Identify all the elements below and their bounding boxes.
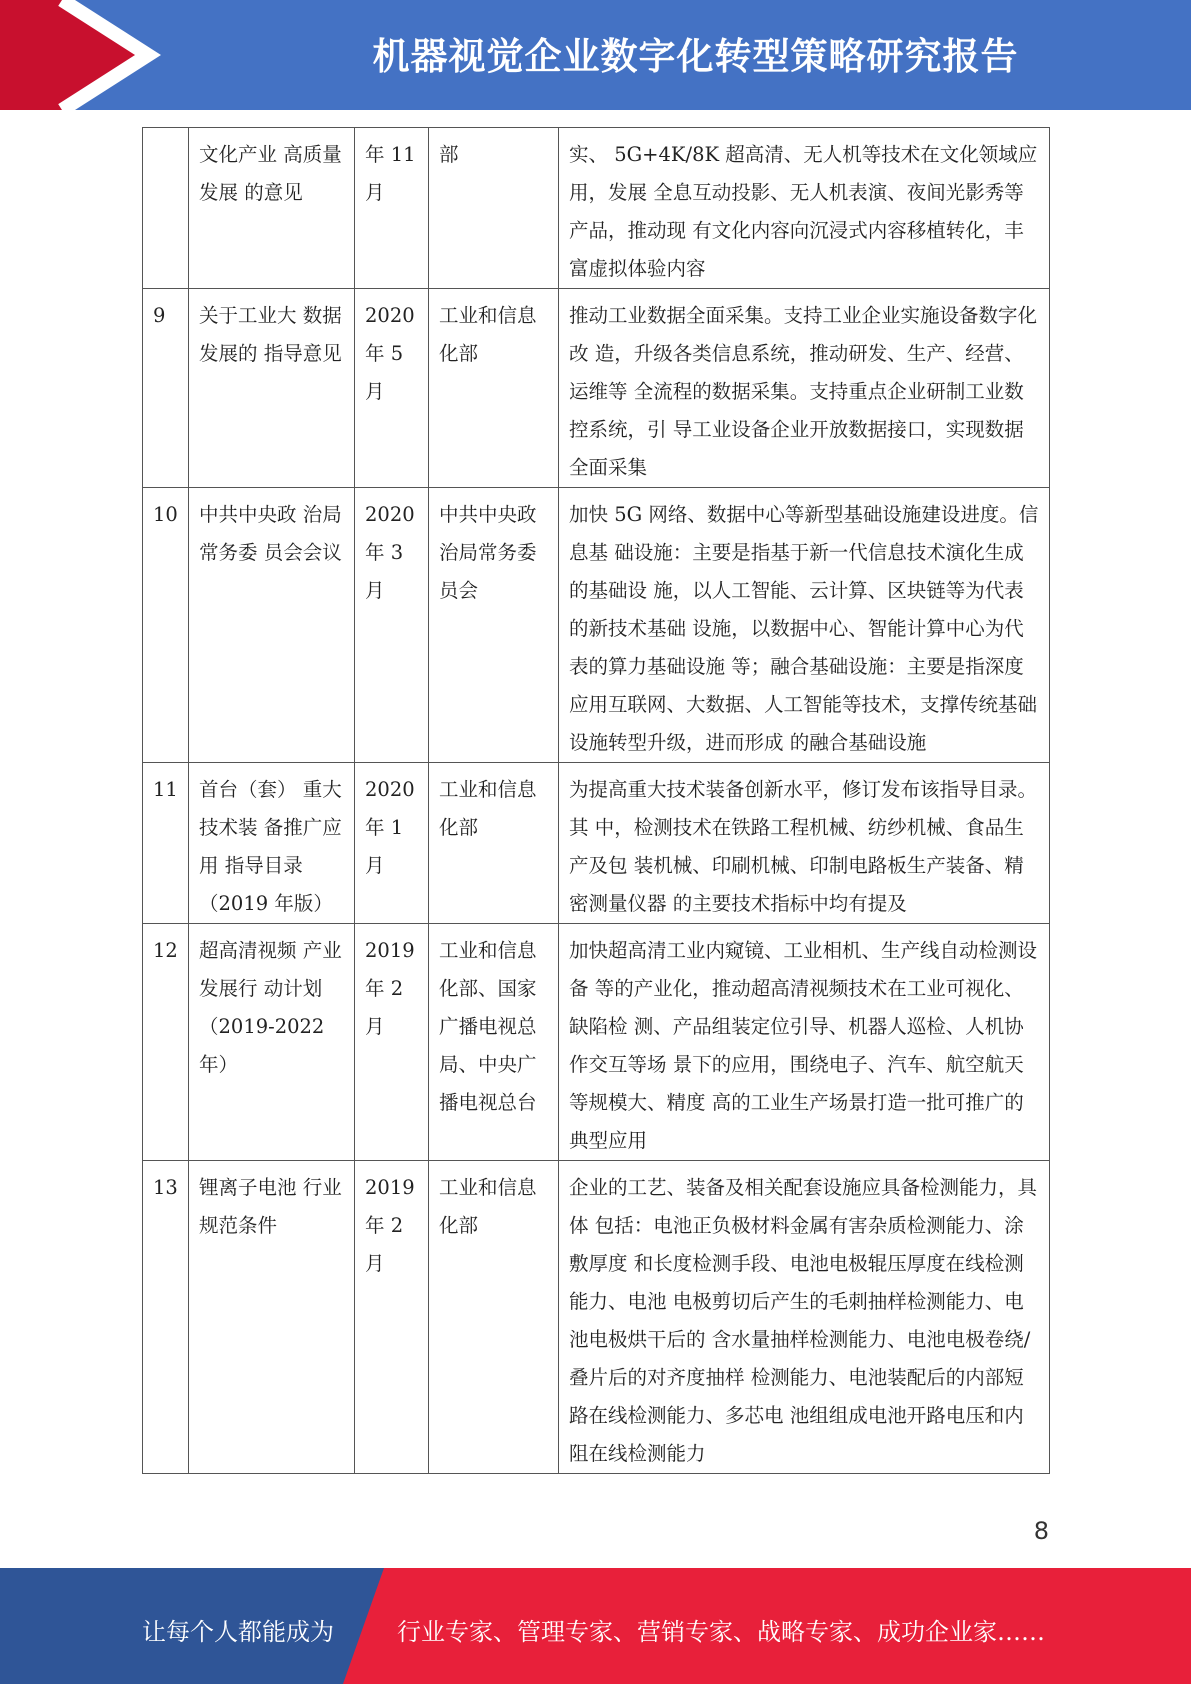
table-row — [143, 488, 1050, 763]
policy-name: 首台（套） 重大技术装 备推广应用 指导目录（2019 年版） — [189, 763, 355, 924]
issue-date: 2020 年 3 月 — [355, 488, 429, 763]
issue-date: 2020 年 1 月 — [355, 763, 429, 924]
issuing-body: 部 — [429, 128, 559, 289]
page-header — [0, 0, 1191, 110]
policy-content: 加快超高清工业内窥镜、工业相机、生产线自动检测设备 等的产业化，推动超高清视频技术在工业可视化、缺陷检 测、产品组装定位引导、机器人巡检、人机协作交互等场 景下的应用，围绕电子、汽车、航空航天等规模大、精度 高的工业生产场景打造一批可推广的典型应用 — [559, 924, 1050, 1161]
issuing-body: 中共中央政治局常务委员会 — [429, 488, 559, 763]
footer-slogan-right: 行业专家、管理专家、营销专家、战略专家、成功企业家…… — [397, 1618, 1045, 1646]
issue-date: 2019 年 2 月 — [355, 1161, 429, 1474]
policy-content: 实、 5G+4K/8K 超高清、无人机等技术在文化领域应用，发展 全息互动投影、无人机表演、夜间光影秀等产品，推动现 有文化内容向沉浸式内容移植转化，丰富虚拟体验内容 — [559, 128, 1050, 289]
policy-name: 关于工业大 数据发展的 指导意见 — [189, 289, 355, 488]
policy-content: 推动工业数据全面采集。支持工业企业实施设备数字化改 造，升级各类信息系统，推动研发、生产、经营、运维等 全流程的数据采集。支持重点企业研制工业数控系统，引 导工业设备企业开放数据接口，实现数据全面采集 — [559, 289, 1050, 488]
table-row — [143, 1161, 1050, 1474]
row-number: 12 — [143, 924, 189, 1161]
row-number: 13 — [143, 1161, 189, 1474]
table-row — [143, 128, 1050, 289]
issuing-body: 工业和信息化部 — [429, 289, 559, 488]
footer-slogan-left: 让每个人都能成为 — [142, 1618, 334, 1646]
row-number: 10 — [143, 488, 189, 763]
issue-date: 年 11 月 — [355, 128, 429, 289]
policy-table — [142, 127, 1050, 1474]
policy-name: 文化产业 高质量发展 的意见 — [189, 128, 355, 289]
policy-name: 锂离子电池 行业规范条件 — [189, 1161, 355, 1474]
issue-date: 2020 年 5 月 — [355, 289, 429, 488]
issue-date: 2019 年 2 月 — [355, 924, 429, 1161]
policy-name: 中共中央政 治局常务委 员会会议 — [189, 488, 355, 763]
policy-content: 为提高重大技术装备创新水平，修订发布该指导目录。其 中，检测技术在铁路工程机械、纺纱机械、食品生产及包 装机械、印刷机械、印制电路板生产装备、精密测量仪器 的主要技术指标中均有提及 — [559, 763, 1050, 924]
report-title: 机器视觉企业数字化转型策略研究报告 — [372, 35, 1019, 78]
row-number: 9 — [143, 289, 189, 488]
issuing-body: 工业和信息化部 — [429, 763, 559, 924]
row-number: 11 — [143, 763, 189, 924]
page-footer — [0, 1568, 1191, 1684]
table-row — [143, 924, 1050, 1161]
page-number: 8 — [1033, 1517, 1049, 1545]
row-number — [143, 128, 189, 289]
policy-content: 企业的工艺、装备及相关配套设施应具备检测能力，具体 包括：电池正负极材料金属有害杂质检测能力、涂敷厚度 和长度检测手段、电池电极辊压厚度在线检测能力、电池 电极剪切后产生的毛刺抽样检测能力、电池电极烘干后的 含水量抽样检测能力、电池电极卷绕/叠片后的对齐度抽样 检测能力、电池装配后的内部短路在线检测能力、多芯电 池组组成电池开路电压和内阻在线检测能力 — [559, 1161, 1050, 1474]
issuing-body: 工业和信息化部 — [429, 1161, 559, 1474]
issuing-body: 工业和信息化部、国家广播电视总局、中央广播电视总台 — [429, 924, 559, 1161]
table-row — [143, 289, 1050, 488]
policy-name: 超高清视频 产业发展行 动计划 （2019-2022 年） — [189, 924, 355, 1161]
policy-content: 加快 5G 网络、数据中心等新型基础设施建设进度。信息基 础设施：主要是指基于新一代信息技术演化生成的基础设 施，以人工智能、云计算、区块链等为代表的新技术基础 设施，以数据中心、智能计算中心为代表的算力基础设施 等；融合基础设施：主要是指深度应用互联网、大数据、人工智能等技术，支撑传统基础设施转型升级，进而形成 的融合基础设施 — [559, 488, 1050, 763]
table-row — [143, 763, 1050, 924]
